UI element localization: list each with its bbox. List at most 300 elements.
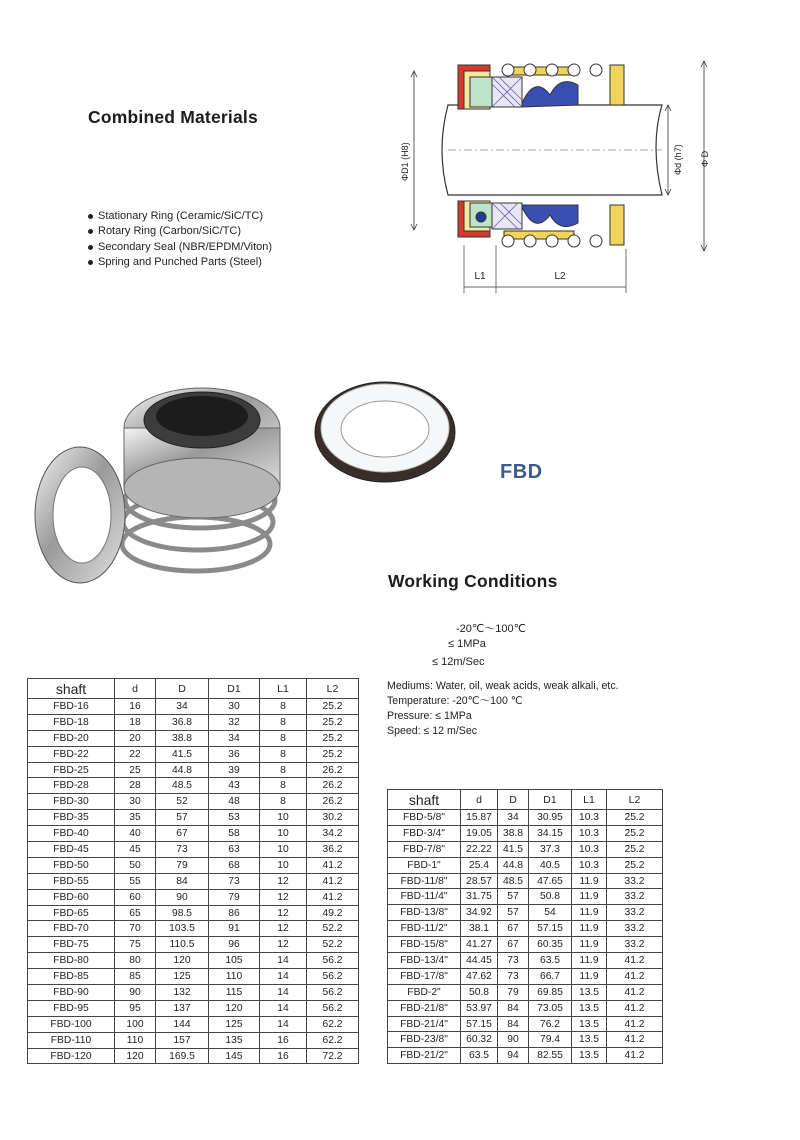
cell-L1: 8 bbox=[260, 794, 307, 810]
inch-table-body bbox=[388, 810, 663, 1064]
cell-L2: 52.2 bbox=[307, 937, 359, 953]
cell-d: 60.32 bbox=[461, 1032, 498, 1048]
cell-D1: 30 bbox=[209, 699, 260, 715]
cell-L1: 11.9 bbox=[572, 921, 607, 937]
cell-L1: 12 bbox=[260, 873, 307, 889]
cell-D: 73 bbox=[156, 842, 209, 858]
cell-L1: 10.3 bbox=[572, 857, 607, 873]
cell-L2: 41.2 bbox=[607, 1000, 663, 1016]
cell-L2: 25.2 bbox=[607, 841, 663, 857]
table-row bbox=[28, 889, 359, 905]
cell-D1: 36 bbox=[209, 746, 260, 762]
speed-line: Speed: ≤ 12 m/Sec bbox=[387, 725, 478, 737]
cell-d: 41.27 bbox=[461, 937, 498, 953]
cell-L2: 62.2 bbox=[307, 1016, 359, 1032]
cell-L1: 11.9 bbox=[572, 905, 607, 921]
material-item: Spring and Punched Parts (Steel) bbox=[86, 255, 272, 270]
cell-D1: 86 bbox=[209, 905, 260, 921]
cell-d: 120 bbox=[115, 1048, 156, 1064]
inch-size-table bbox=[387, 789, 663, 1064]
table-row bbox=[388, 857, 663, 873]
cell-D1: 39 bbox=[209, 762, 260, 778]
cell-D1: 58 bbox=[209, 826, 260, 842]
bottom-seal-assembly bbox=[458, 201, 624, 247]
cell-shaft: FBD-75 bbox=[28, 937, 115, 953]
cell-D: 144 bbox=[156, 1016, 209, 1032]
pressure-line: Pressure: ≤ 1MPa bbox=[387, 710, 472, 722]
cell-L1: 12 bbox=[260, 937, 307, 953]
l1-label: L1 bbox=[474, 271, 486, 282]
cell-d: 35 bbox=[115, 810, 156, 826]
cell-D1: 82.55 bbox=[529, 1048, 572, 1064]
cell-D: 103.5 bbox=[156, 921, 209, 937]
cell-D: 73 bbox=[498, 953, 529, 969]
cell-L1: 8 bbox=[260, 746, 307, 762]
cell-d: 110 bbox=[115, 1032, 156, 1048]
cell-D1: 79.4 bbox=[529, 1032, 572, 1048]
table-row bbox=[28, 1032, 359, 1048]
cell-L1: 8 bbox=[260, 714, 307, 730]
cell-D: 48.5 bbox=[156, 778, 209, 794]
cell-L2: 25.2 bbox=[607, 825, 663, 841]
cell-d: 65 bbox=[115, 905, 156, 921]
cell-L2: 26.2 bbox=[307, 778, 359, 794]
cell-L2: 56.2 bbox=[307, 985, 359, 1001]
cell-D: 110.5 bbox=[156, 937, 209, 953]
cell-L1: 16 bbox=[260, 1048, 307, 1064]
seal-cross-section-drawing bbox=[400, 55, 730, 305]
table-row bbox=[28, 714, 359, 730]
cell-D1: 34.15 bbox=[529, 825, 572, 841]
cell-shaft: FBD-13/4" bbox=[388, 953, 461, 969]
cell-shaft: FBD-21/4" bbox=[388, 1016, 461, 1032]
cell-d: 15.87 bbox=[461, 810, 498, 826]
header-L1: L1 bbox=[572, 790, 607, 810]
header-L2: L2 bbox=[607, 790, 663, 810]
product-photo bbox=[20, 350, 340, 590]
cell-d: 44.45 bbox=[461, 953, 498, 969]
cell-shaft: FBD-18 bbox=[28, 714, 115, 730]
cell-d: 63.5 bbox=[461, 1048, 498, 1064]
cell-L2: 41.2 bbox=[607, 984, 663, 1000]
table-row bbox=[388, 810, 663, 826]
cell-L2: 33.2 bbox=[607, 905, 663, 921]
cell-d: 60 bbox=[115, 889, 156, 905]
cell-L2: 41.2 bbox=[307, 889, 359, 905]
cell-d: 25 bbox=[115, 762, 156, 778]
cell-D: 84 bbox=[498, 1016, 529, 1032]
table-row bbox=[28, 937, 359, 953]
l2-label: L2 bbox=[554, 271, 566, 282]
cell-L2: 41.2 bbox=[307, 857, 359, 873]
cell-D: 34 bbox=[156, 699, 209, 715]
table-row bbox=[388, 905, 663, 921]
temperature-line: Temperature: -20℃～100 ℃ bbox=[387, 695, 523, 707]
cell-L2: 26.2 bbox=[307, 794, 359, 810]
table-row bbox=[28, 921, 359, 937]
table-row bbox=[28, 1048, 359, 1064]
cell-D1: 50.8 bbox=[529, 889, 572, 905]
cell-D: 67 bbox=[498, 937, 529, 953]
cell-D1: 105 bbox=[209, 953, 260, 969]
materials-list bbox=[86, 209, 272, 270]
table-row bbox=[388, 937, 663, 953]
cell-d: 70 bbox=[115, 921, 156, 937]
cell-D1: 53 bbox=[209, 810, 260, 826]
cell-L2: 41.2 bbox=[607, 953, 663, 969]
cell-shaft: FBD-11/8" bbox=[388, 873, 461, 889]
cell-L1: 16 bbox=[260, 1032, 307, 1048]
cell-d: 22.22 bbox=[461, 841, 498, 857]
cell-shaft: FBD-80 bbox=[28, 953, 115, 969]
cell-D: 41.5 bbox=[498, 841, 529, 857]
cell-shaft: FBD-11/4" bbox=[388, 889, 461, 905]
cell-shaft: FBD-11/2" bbox=[388, 921, 461, 937]
table-row bbox=[28, 953, 359, 969]
cell-L1: 13.5 bbox=[572, 1000, 607, 1016]
cell-D1: 110 bbox=[209, 969, 260, 985]
cell-shaft: FBD-15/8" bbox=[388, 937, 461, 953]
cell-d: 75 bbox=[115, 937, 156, 953]
cell-L1: 11.9 bbox=[572, 953, 607, 969]
cell-shaft: FBD-45 bbox=[28, 842, 115, 858]
cell-L1: 8 bbox=[260, 699, 307, 715]
cell-d: 34.92 bbox=[461, 905, 498, 921]
header-L2: L2 bbox=[307, 679, 359, 699]
cell-D1: 40.5 bbox=[529, 857, 572, 873]
cell-D1: 43 bbox=[209, 778, 260, 794]
cell-L1: 10 bbox=[260, 810, 307, 826]
cell-D1: 63 bbox=[209, 842, 260, 858]
cell-shaft: FBD-21/2" bbox=[388, 1048, 461, 1064]
cell-L2: 25.2 bbox=[307, 730, 359, 746]
cell-shaft: FBD-20 bbox=[28, 730, 115, 746]
cell-L1: 10 bbox=[260, 842, 307, 858]
cell-L2: 56.2 bbox=[307, 1000, 359, 1016]
cell-D1: 120 bbox=[209, 1000, 260, 1016]
cell-D1: 54 bbox=[529, 905, 572, 921]
cell-L1: 14 bbox=[260, 985, 307, 1001]
cell-L2: 25.2 bbox=[307, 746, 359, 762]
cell-L2: 26.2 bbox=[307, 762, 359, 778]
table-row bbox=[388, 1016, 663, 1032]
cell-shaft: FBD-60 bbox=[28, 889, 115, 905]
cell-shaft: FBD-25 bbox=[28, 762, 115, 778]
cell-D: 67 bbox=[156, 826, 209, 842]
cell-shaft: FBD-85 bbox=[28, 969, 115, 985]
cell-D: 44.8 bbox=[498, 857, 529, 873]
table-row bbox=[28, 794, 359, 810]
table-row bbox=[28, 699, 359, 715]
cell-D: 36.8 bbox=[156, 714, 209, 730]
cell-d: 47.62 bbox=[461, 968, 498, 984]
cell-L2: 25.2 bbox=[607, 810, 663, 826]
cell-d: 16 bbox=[115, 699, 156, 715]
cell-L1: 13.5 bbox=[572, 984, 607, 1000]
cell-d: 38.1 bbox=[461, 921, 498, 937]
cell-L2: 56.2 bbox=[307, 953, 359, 969]
top-seal-assembly bbox=[458, 64, 624, 109]
cell-D1: 145 bbox=[209, 1048, 260, 1064]
cell-D1: 125 bbox=[209, 1016, 260, 1032]
table-row bbox=[388, 968, 663, 984]
conditions-details bbox=[387, 679, 619, 739]
cell-L2: 41.2 bbox=[607, 968, 663, 984]
cell-L2: 62.2 bbox=[307, 1032, 359, 1048]
cell-d: 55 bbox=[115, 873, 156, 889]
cell-shaft: FBD-13/8" bbox=[388, 905, 461, 921]
cell-d: 50 bbox=[115, 857, 156, 873]
cell-L2: 33.2 bbox=[607, 873, 663, 889]
cell-d: 25.4 bbox=[461, 857, 498, 873]
cell-d: 57.15 bbox=[461, 1016, 498, 1032]
header-L1: L1 bbox=[260, 679, 307, 699]
cell-D: 44.8 bbox=[156, 762, 209, 778]
cell-D1: 96 bbox=[209, 937, 260, 953]
table-row bbox=[28, 969, 359, 985]
cell-D: 157 bbox=[156, 1032, 209, 1048]
cell-D1: 79 bbox=[209, 889, 260, 905]
cell-d: 22 bbox=[115, 746, 156, 762]
cell-d: 19.05 bbox=[461, 825, 498, 841]
working-conditions-title: Working Conditions bbox=[388, 571, 558, 591]
cell-shaft: FBD-65 bbox=[28, 905, 115, 921]
cell-shaft: FBD-110 bbox=[28, 1032, 115, 1048]
cell-L2: 34.2 bbox=[307, 826, 359, 842]
cell-L2: 52.2 bbox=[307, 921, 359, 937]
cell-d: 50.8 bbox=[461, 984, 498, 1000]
material-item: Secondary Seal (NBR/EPDM/Viton) bbox=[86, 240, 272, 255]
cell-shaft: FBD-55 bbox=[28, 873, 115, 889]
cell-D1: 47.65 bbox=[529, 873, 572, 889]
cell-L1: 13.5 bbox=[572, 1016, 607, 1032]
cell-D1: 73.05 bbox=[529, 1000, 572, 1016]
cell-shaft: FBD-95 bbox=[28, 1000, 115, 1016]
D-label: Φ D bbox=[700, 150, 710, 167]
table-row bbox=[388, 1048, 663, 1064]
cell-L2: 25.2 bbox=[307, 699, 359, 715]
cell-L2: 30.2 bbox=[307, 810, 359, 826]
cell-D: 90 bbox=[156, 889, 209, 905]
cell-D: 125 bbox=[156, 969, 209, 985]
table-row bbox=[28, 730, 359, 746]
cell-D: 94 bbox=[498, 1048, 529, 1064]
cell-D: 120 bbox=[156, 953, 209, 969]
cell-L1: 10.3 bbox=[572, 841, 607, 857]
cell-L1: 11.9 bbox=[572, 968, 607, 984]
cell-shaft: FBD-5/8" bbox=[388, 810, 461, 826]
cell-D1: 57.15 bbox=[529, 921, 572, 937]
cell-L1: 8 bbox=[260, 762, 307, 778]
cell-D: 79 bbox=[156, 857, 209, 873]
cell-D: 41.5 bbox=[156, 746, 209, 762]
cell-D1: 66.7 bbox=[529, 968, 572, 984]
table-row bbox=[388, 825, 663, 841]
cell-D1: 76.2 bbox=[529, 1016, 572, 1032]
cell-shaft: FBD-23/8" bbox=[388, 1032, 461, 1048]
cell-L1: 10 bbox=[260, 826, 307, 842]
cell-shaft: FBD-90 bbox=[28, 985, 115, 1001]
cell-D: 132 bbox=[156, 985, 209, 1001]
header-D: D bbox=[498, 790, 529, 810]
metric-table-body bbox=[28, 699, 359, 1064]
cell-L1: 12 bbox=[260, 921, 307, 937]
cell-D: 57 bbox=[156, 810, 209, 826]
cell-d: 31.75 bbox=[461, 889, 498, 905]
cell-D: 38.8 bbox=[498, 825, 529, 841]
cell-D: 84 bbox=[156, 873, 209, 889]
table-row bbox=[28, 873, 359, 889]
cell-D: 73 bbox=[498, 968, 529, 984]
cell-L1: 14 bbox=[260, 1000, 307, 1016]
cell-D: 169.5 bbox=[156, 1048, 209, 1064]
metric-size-table bbox=[27, 678, 359, 1064]
cell-D1: 63.5 bbox=[529, 953, 572, 969]
cell-D: 67 bbox=[498, 921, 529, 937]
cell-L2: 41.2 bbox=[307, 873, 359, 889]
table-row bbox=[388, 889, 663, 905]
model-name: FBD bbox=[500, 461, 543, 483]
cell-L2: 33.2 bbox=[607, 889, 663, 905]
cell-D: 57 bbox=[498, 889, 529, 905]
table-row bbox=[28, 1000, 359, 1016]
cell-d: 90 bbox=[115, 985, 156, 1001]
table-row bbox=[388, 921, 663, 937]
cell-shaft: FBD-3/4" bbox=[388, 825, 461, 841]
cell-L2: 41.2 bbox=[607, 1032, 663, 1048]
cell-L2: 49.2 bbox=[307, 905, 359, 921]
header-D1: D1 bbox=[209, 679, 260, 699]
cell-d: 85 bbox=[115, 969, 156, 985]
cell-L1: 8 bbox=[260, 730, 307, 746]
pressure-limit: ≤ 1MPa bbox=[448, 638, 486, 650]
cell-L1: 12 bbox=[260, 905, 307, 921]
cell-L2: 33.2 bbox=[607, 921, 663, 937]
cell-shaft: FBD-2" bbox=[388, 984, 461, 1000]
cell-L1: 8 bbox=[260, 778, 307, 794]
cell-shaft: FBD-22 bbox=[28, 746, 115, 762]
table-row bbox=[388, 1032, 663, 1048]
cell-L2: 41.2 bbox=[607, 1048, 663, 1064]
cell-D: 137 bbox=[156, 1000, 209, 1016]
cell-L2: 33.2 bbox=[607, 937, 663, 953]
cell-D: 52 bbox=[156, 794, 209, 810]
table-row bbox=[28, 826, 359, 842]
cell-shaft: FBD-30 bbox=[28, 794, 115, 810]
table-row bbox=[388, 873, 663, 889]
cell-L1: 10.3 bbox=[572, 825, 607, 841]
cell-D1: 60.35 bbox=[529, 937, 572, 953]
cell-d: 28.57 bbox=[461, 873, 498, 889]
cell-D1: 34 bbox=[209, 730, 260, 746]
cell-L1: 13.5 bbox=[572, 1032, 607, 1048]
cell-d: 45 bbox=[115, 842, 156, 858]
cell-D: 48.5 bbox=[498, 873, 529, 889]
cell-D1: 37.3 bbox=[529, 841, 572, 857]
cell-L2: 56.2 bbox=[307, 969, 359, 985]
table-row bbox=[28, 905, 359, 921]
header-shaft: shaft bbox=[388, 790, 461, 810]
header-D: D bbox=[156, 679, 209, 699]
cell-d: 53.97 bbox=[461, 1000, 498, 1016]
cell-shaft: FBD-21/8" bbox=[388, 1000, 461, 1016]
cell-d: 20 bbox=[115, 730, 156, 746]
cell-d: 28 bbox=[115, 778, 156, 794]
cell-d: 18 bbox=[115, 714, 156, 730]
cell-D1: 30.95 bbox=[529, 810, 572, 826]
cell-D1: 115 bbox=[209, 985, 260, 1001]
table-row bbox=[28, 1016, 359, 1032]
ceramic-seat-photo bbox=[310, 376, 460, 488]
header-d: d bbox=[115, 679, 156, 699]
cell-L1: 14 bbox=[260, 1016, 307, 1032]
cell-d: 30 bbox=[115, 794, 156, 810]
cell-L1: 11.9 bbox=[572, 873, 607, 889]
table-row bbox=[388, 841, 663, 857]
header-D1: D1 bbox=[529, 790, 572, 810]
cell-L1: 14 bbox=[260, 969, 307, 985]
cell-D: 90 bbox=[498, 1032, 529, 1048]
cell-shaft: FBD-120 bbox=[28, 1048, 115, 1064]
cell-D: 57 bbox=[498, 905, 529, 921]
cell-shaft: FBD-17/8" bbox=[388, 968, 461, 984]
cell-D: 38.8 bbox=[156, 730, 209, 746]
table-row bbox=[28, 778, 359, 794]
cell-D: 34 bbox=[498, 810, 529, 826]
cell-D: 84 bbox=[498, 1000, 529, 1016]
cell-L2: 25.2 bbox=[307, 714, 359, 730]
cell-D: 98.5 bbox=[156, 905, 209, 921]
cell-L1: 10 bbox=[260, 857, 307, 873]
header-shaft: shaft bbox=[28, 679, 115, 699]
cell-d: 80 bbox=[115, 953, 156, 969]
table-row bbox=[388, 984, 663, 1000]
cell-D1: 69.85 bbox=[529, 984, 572, 1000]
cell-shaft: FBD-28 bbox=[28, 778, 115, 794]
table-row bbox=[388, 953, 663, 969]
cell-L1: 11.9 bbox=[572, 889, 607, 905]
cell-L2: 25.2 bbox=[607, 857, 663, 873]
cell-D: 79 bbox=[498, 984, 529, 1000]
cell-shaft: FBD-40 bbox=[28, 826, 115, 842]
material-item: Rotary Ring (Carbon/SiC/TC) bbox=[86, 224, 272, 239]
cell-shaft: FBD-50 bbox=[28, 857, 115, 873]
cell-L1: 11.9 bbox=[572, 937, 607, 953]
table-row bbox=[388, 1000, 663, 1016]
cell-L2: 36.2 bbox=[307, 842, 359, 858]
cell-L1: 10.3 bbox=[572, 810, 607, 826]
combined-materials-title: Combined Materials bbox=[88, 107, 258, 127]
d-label: Φd (h7) bbox=[673, 144, 683, 175]
cell-D1: 32 bbox=[209, 714, 260, 730]
cell-D1: 68 bbox=[209, 857, 260, 873]
d1-label: ΦD1 (H8) bbox=[400, 142, 410, 181]
cell-shaft: FBD-70 bbox=[28, 921, 115, 937]
temperature-range: -20℃～100℃ bbox=[456, 623, 526, 635]
cell-d: 95 bbox=[115, 1000, 156, 1016]
cell-D1: 91 bbox=[209, 921, 260, 937]
table-row bbox=[28, 762, 359, 778]
cell-d: 40 bbox=[115, 826, 156, 842]
cell-shaft: FBD-16 bbox=[28, 699, 115, 715]
speed-limit: ≤ 12m/Sec bbox=[432, 656, 485, 668]
mediums-line: Mediums: Water, oil, weak acids, weak alkali, etc. bbox=[387, 680, 619, 692]
table-row bbox=[28, 985, 359, 1001]
cell-L2: 41.2 bbox=[607, 1016, 663, 1032]
cell-shaft: FBD-35 bbox=[28, 810, 115, 826]
cell-D1: 48 bbox=[209, 794, 260, 810]
table-row bbox=[28, 842, 359, 858]
